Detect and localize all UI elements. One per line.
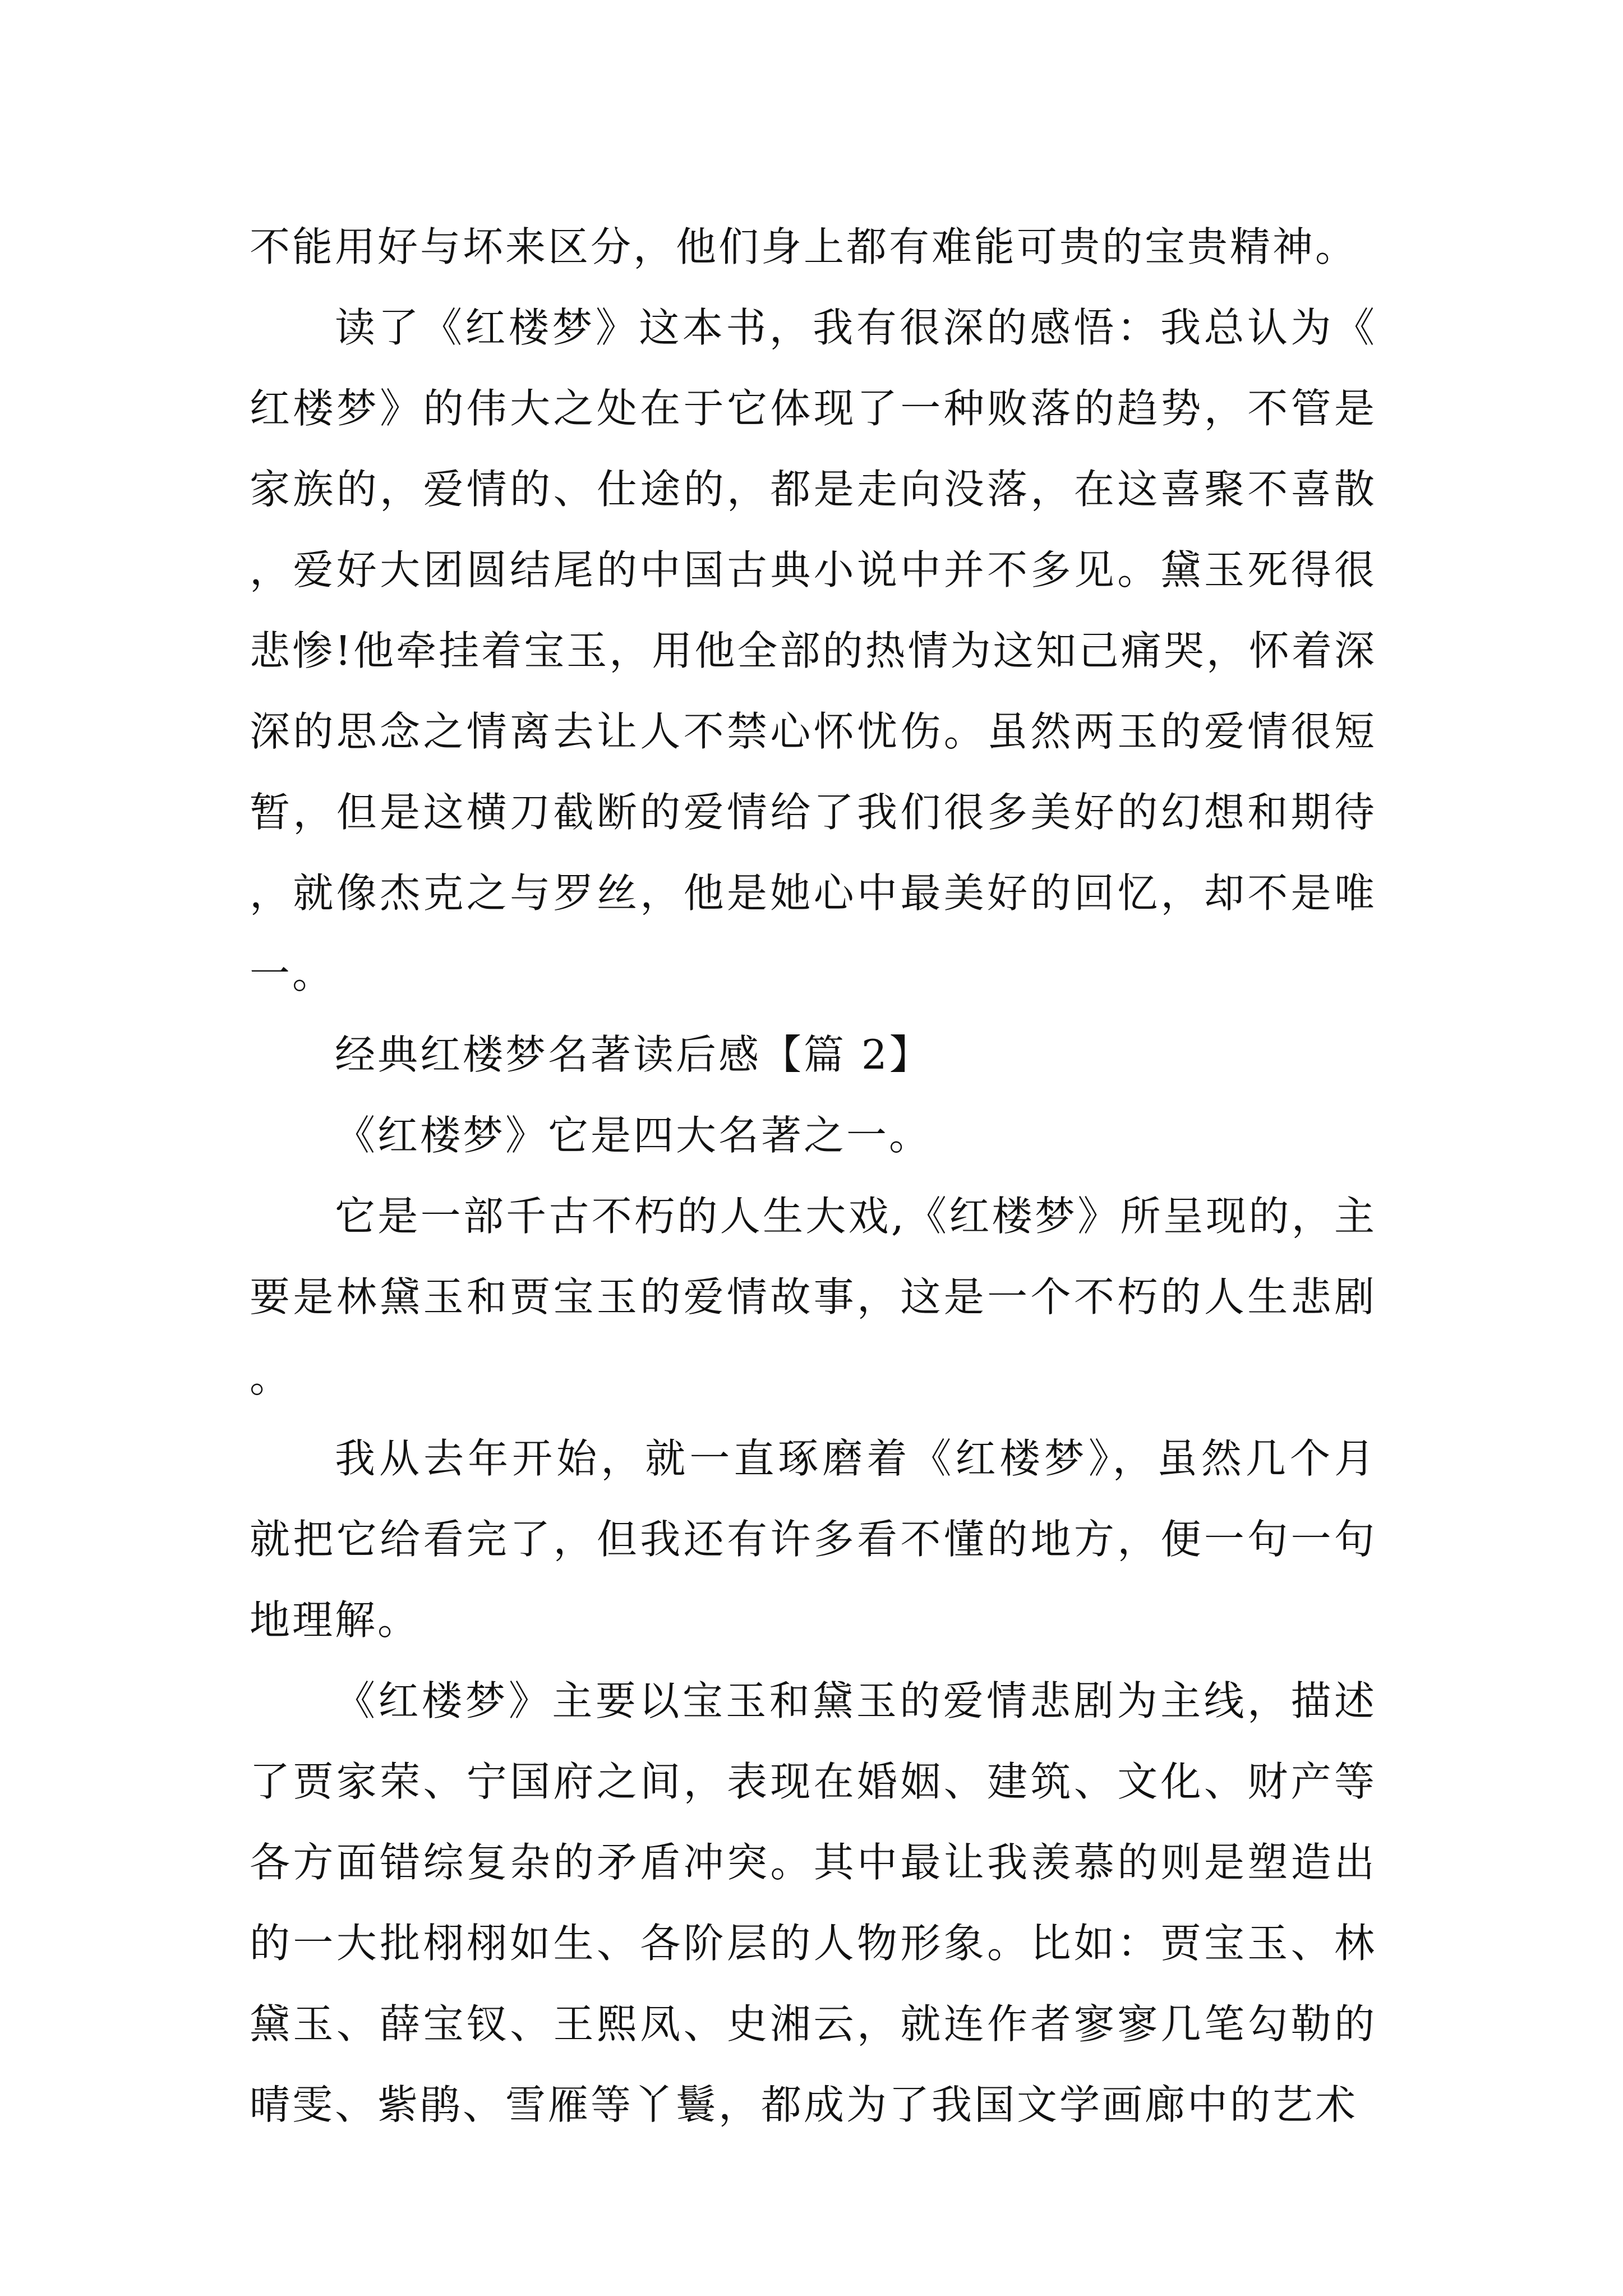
paragraph-reflection: 读了《红楼梦》这本书，我有很深的感悟：我总认为《红楼梦》的伟大之处在于它体现了一种败落的趋势，不管是家族的，爱情的、仕途的，都是走向没落，在这喜聚不喜散，爱好大团圆结尾的中国古典小说中并不多见。黛玉死得很悲惨!他牵挂着宝玉，用他全部的热情为这知己痛哭，怀着深深的思念之情离去让人不禁心怀忧伤。虽然两玉的爱情很短暂，但是这横刀截断的爱情给了我们很多美好的幻想和期待，就像杰克之与罗丝，他是她心中最美好的回忆，却不是唯一。 [250, 304, 1377, 997]
document-body [250, 206, 1377, 2145]
paragraph-intro: 《红楼梦》它是四大名著之一。 [335, 1112, 932, 1159]
paragraph-love-story: 它是一部千古不朽的人生大戏,《红楼梦》所呈现的，主要是林黛玉和贾宝玉的爱情故事，这是一个不朽的人生悲剧。 [250, 1193, 1377, 1401]
paragraph-continuation: 不能用好与坏来区分，他们身上都有难能可贵的宝贵精神。 [250, 223, 1358, 270]
paragraph-characters: 《红楼梦》主要以宝玉和黛玉的爱情悲剧为主线，描述了贾家荣、宁国府之间，表现在婚姻、建筑、文化、财产等各方面错综复杂的矛盾冲突。其中最让我羡慕的则是塑造出的一大批栩栩如生、各阶层的人物形象。比如：贾宝玉、林黛玉、薛宝钗、王熙凤、史湘云，就连作者寥寥几笔勾勒的晴雯、紫鹃、雪雁等丫鬟，都成为了我国文学画廊中的艺术 [250, 1677, 1377, 2128]
paragraph-reading-process: 我从去年开始，就一直琢磨着《红楼梦》，虽然几个月就把它给看完了，但我还有许多看不懂的地方，便一句一句地理解。 [250, 1435, 1377, 1644]
section-heading: 经典红楼梦名著读后感【篇 2】 [335, 1031, 932, 1078]
